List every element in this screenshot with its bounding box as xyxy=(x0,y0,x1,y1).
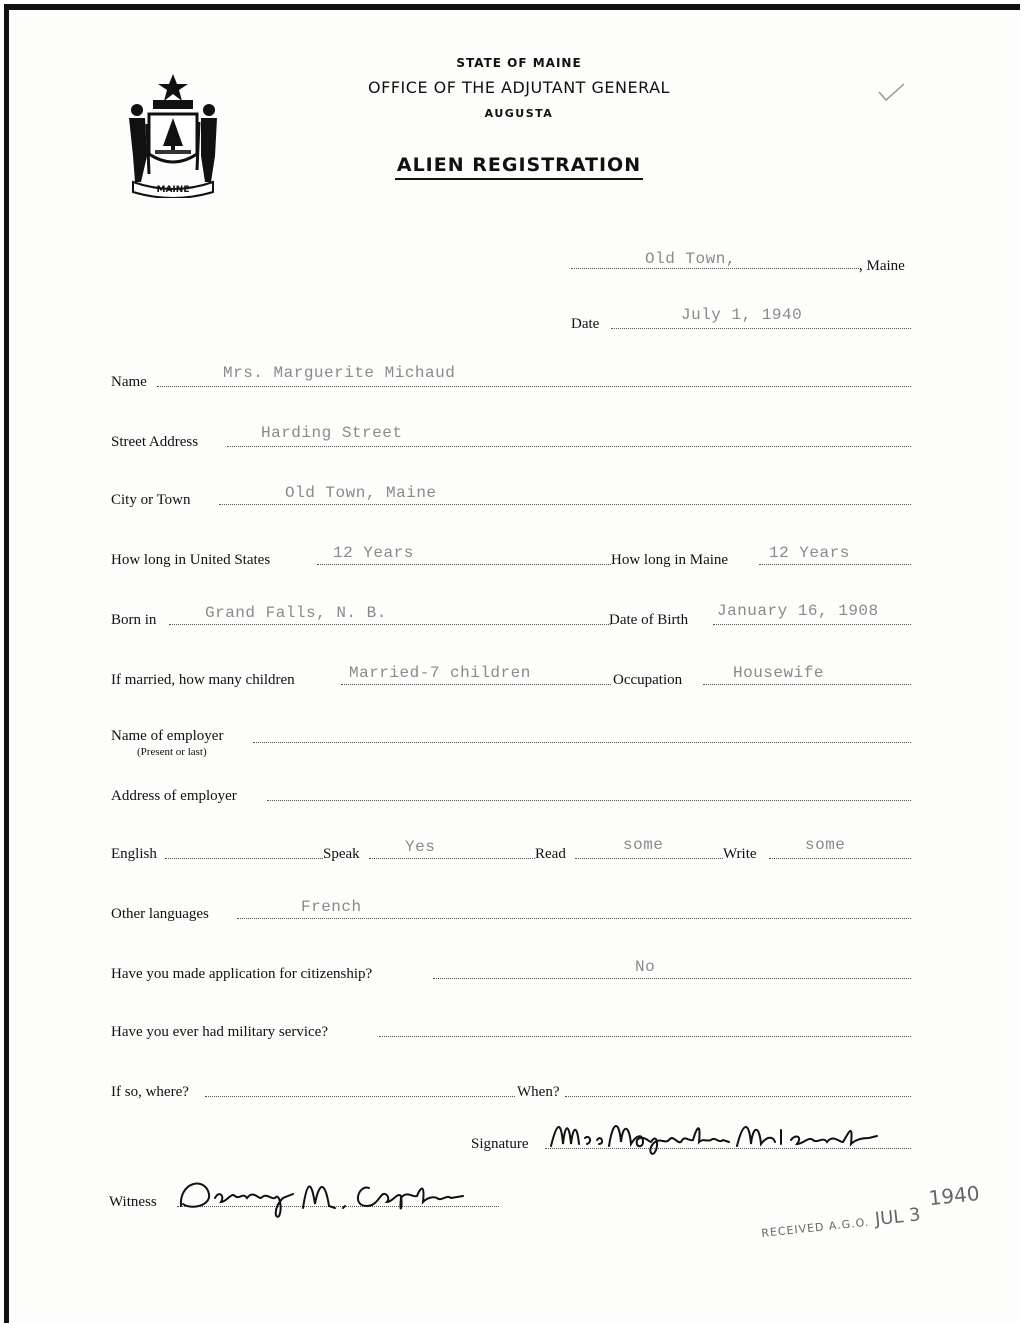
citizenship-line xyxy=(433,978,911,979)
employer-label: Name of employer xyxy=(111,728,224,744)
svg-text:MAINE: MAINE xyxy=(156,185,190,195)
born-value: Grand Falls, N. B. xyxy=(205,604,387,622)
dob-value: January 16, 1908 xyxy=(717,602,879,620)
military-line xyxy=(379,1036,911,1037)
other-languages-label: Other languages xyxy=(111,906,209,922)
place-value: Old Town, xyxy=(645,250,736,268)
place-suffix: , Maine xyxy=(859,258,905,274)
city-line xyxy=(219,504,911,505)
street-label: Street Address xyxy=(111,434,199,450)
read-value: some xyxy=(623,836,664,854)
maine-duration-value: 12 Years xyxy=(769,544,850,562)
english-label: English xyxy=(111,846,157,862)
employer-address-line xyxy=(267,800,911,801)
read-line xyxy=(575,858,723,859)
date-label: Date xyxy=(571,316,600,332)
received-stamp xyxy=(760,1181,982,1242)
born-line xyxy=(169,624,611,625)
name-value: Mrs. Marguerite Michaud xyxy=(223,364,456,382)
employer-line xyxy=(253,742,911,743)
when-label: When? xyxy=(517,1084,560,1100)
employer-address-label: Address of employer xyxy=(111,788,237,804)
children-label: If married, how many children xyxy=(111,672,295,688)
header-office: OFFICE OF THE ADJUTANT GENERAL xyxy=(368,78,670,97)
where-label: If so, where? xyxy=(111,1084,189,1100)
write-value: some xyxy=(805,836,846,854)
witness-signature xyxy=(175,1168,475,1218)
check-mark-icon xyxy=(877,80,907,104)
where-line xyxy=(205,1096,515,1097)
speak-label: Speak xyxy=(323,846,360,862)
maine-duration-line xyxy=(759,564,911,565)
city-value: Old Town, Maine xyxy=(285,484,437,502)
header-city: AUGUSTA xyxy=(484,107,554,120)
speak-line xyxy=(369,858,535,859)
us-duration-line xyxy=(317,564,611,565)
us-duration-label: How long in United States xyxy=(111,552,271,568)
street-value: Harding Street xyxy=(261,424,403,442)
witness-label: Witness xyxy=(109,1194,157,1210)
form-title: ALIEN REGISTRATION xyxy=(319,154,719,176)
applicant-signature xyxy=(547,1112,887,1158)
street-line xyxy=(227,446,911,447)
other-languages-value: French xyxy=(301,898,362,916)
children-line xyxy=(341,684,611,685)
read-label: Read xyxy=(535,846,566,862)
signature-label: Signature xyxy=(471,1136,529,1152)
dob-label: Date of Birth xyxy=(609,612,689,628)
stamp-year: 1940 xyxy=(927,1181,981,1211)
occupation-label: Occupation xyxy=(613,672,683,688)
registration-form-page xyxy=(4,4,1020,1323)
dob-line xyxy=(713,624,911,625)
employer-sublabel: (Present or last) xyxy=(137,746,207,758)
citizenship-value: No xyxy=(635,958,656,976)
maine-state-seal-icon xyxy=(119,70,227,198)
write-label: Write xyxy=(723,846,757,862)
place-line xyxy=(571,268,861,269)
name-line xyxy=(157,386,911,387)
english-line xyxy=(165,858,323,859)
city-label: City or Town xyxy=(111,492,191,508)
header-state: STATE OF MAINE xyxy=(456,56,582,70)
date-line xyxy=(611,328,911,329)
maine-duration-label: How long in Maine xyxy=(611,552,729,568)
us-duration-value: 12 Years xyxy=(333,544,414,562)
stamp-date: JUL 3 xyxy=(873,1204,922,1230)
occupation-value: Housewife xyxy=(733,664,824,682)
born-label: Born in xyxy=(111,612,157,628)
citizenship-label: Have you made application for citizenship? xyxy=(111,966,373,982)
stamp-text: RECEIVED A.G.O. xyxy=(760,1215,870,1240)
children-value: Married-7 children xyxy=(349,664,531,682)
other-languages-line xyxy=(237,918,911,919)
write-line xyxy=(769,858,911,859)
date-value: July 1, 1940 xyxy=(681,306,803,324)
when-line xyxy=(565,1096,911,1097)
military-label: Have you ever had military service? xyxy=(111,1024,328,1040)
name-label: Name xyxy=(111,374,147,390)
speak-value: Yes xyxy=(405,838,436,856)
occupation-line xyxy=(703,684,911,685)
